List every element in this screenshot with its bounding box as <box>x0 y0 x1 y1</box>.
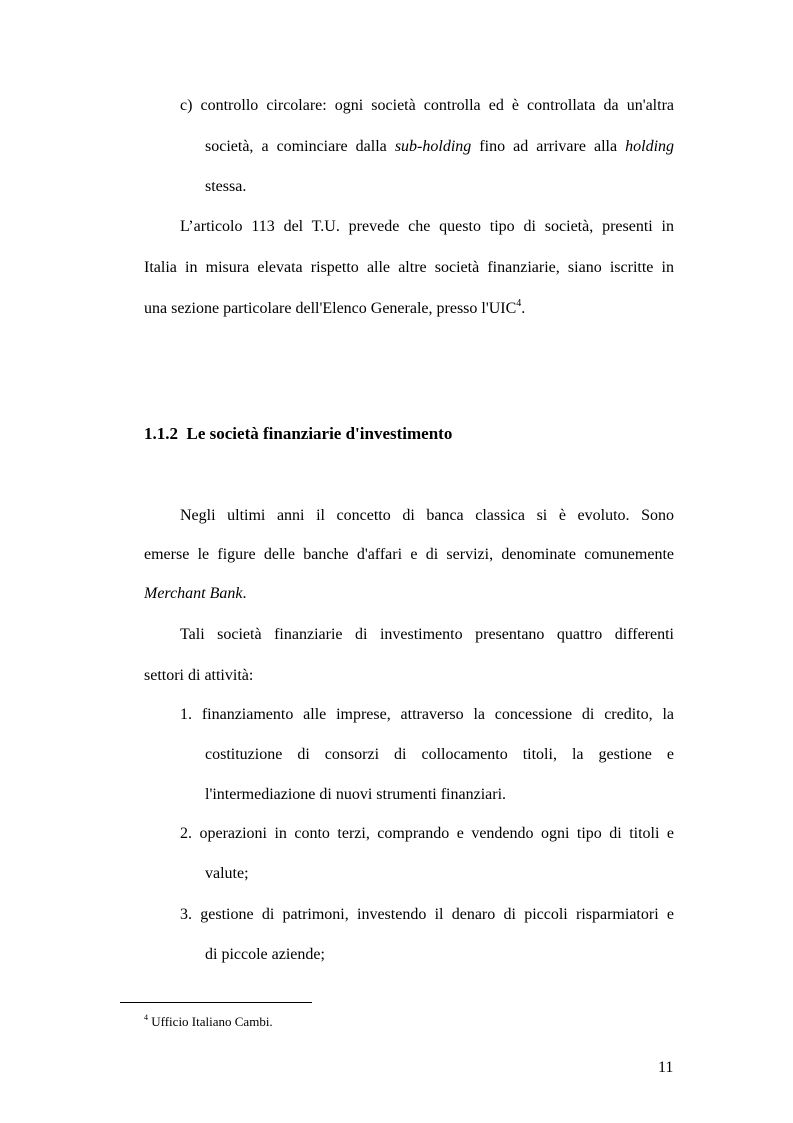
list-item-1-line3: l'intermediazione di nuovi strumenti finanziari. <box>205 786 507 803</box>
footnote <box>144 1012 273 1032</box>
text-run: . <box>521 300 526 317</box>
list-item-1-line2: costituzione di consorzi di collocamento titoli, la gestione e <box>205 746 674 763</box>
paragraph-intro-line3 <box>144 584 246 604</box>
list-item-3-line1: 3. gestione di patrimoni, investendo il denaro di piccoli risparmiatori e <box>180 906 674 923</box>
list-item-c-line1: c) controllo circolare: ogni società controlla ed è controllata da un'altra <box>180 97 674 114</box>
paragraph-article-line1: L’articolo 113 del T.U. prevede che questo tipo di società, presenti in <box>180 218 674 235</box>
list-item-3-line2: di piccole aziende; <box>205 946 325 963</box>
italic-term: holding <box>625 138 675 155</box>
list-item-c-line2 <box>205 137 674 157</box>
paragraph-article-line2: Italia in misura elevata rispetto alle altre società finanziarie, siano iscritte in <box>144 259 674 276</box>
footnote-text: Ufficio Italiano Cambi. <box>148 1014 273 1029</box>
section-heading <box>144 424 452 444</box>
text-run: . <box>242 585 247 602</box>
list-item-c-line3: stessa. <box>205 178 247 195</box>
italic-term: Merchant Bank <box>144 585 243 602</box>
paragraph-article-line3 <box>144 299 525 319</box>
list-item-2-line1: 2. operazioni in conto terzi, comprando e vendendo ogni tipo di titoli e <box>180 825 674 842</box>
list-item-2-line2: valute; <box>205 865 249 882</box>
footnote-divider <box>120 1002 312 1003</box>
footnote-ref[interactable]: 4 <box>516 297 522 309</box>
footnote-mark: 4 <box>144 1012 148 1022</box>
page-number: 11 <box>658 1059 674 1076</box>
paragraph-intro-line1: Negli ultimi anni il concetto di banca classica si è evoluto. Sono <box>180 507 674 524</box>
text-run: società, a cominciare dalla <box>205 138 395 155</box>
section-number: 1.1.2 <box>144 424 178 443</box>
paragraph-sectors-line2: settori di attività: <box>144 667 254 684</box>
paragraph-sectors-line1: Tali società finanziarie di investimento presentano quattro differenti <box>180 626 674 643</box>
text-run: una sezione particolare dell'Elenco Generale, presso l'UIC <box>144 300 517 317</box>
section-title: Le società finanziarie d'investimento <box>186 424 453 443</box>
italic-term: sub-holding <box>394 138 472 155</box>
text-run: fino ad arrivare alla <box>471 138 626 155</box>
paragraph-intro-line2: emerse le figure delle banche d'affari e di servizi, denominate comunemente <box>144 546 674 563</box>
list-item-1-line1: 1. finanziamento alle imprese, attraverso la concessione di credito, la <box>180 706 674 723</box>
